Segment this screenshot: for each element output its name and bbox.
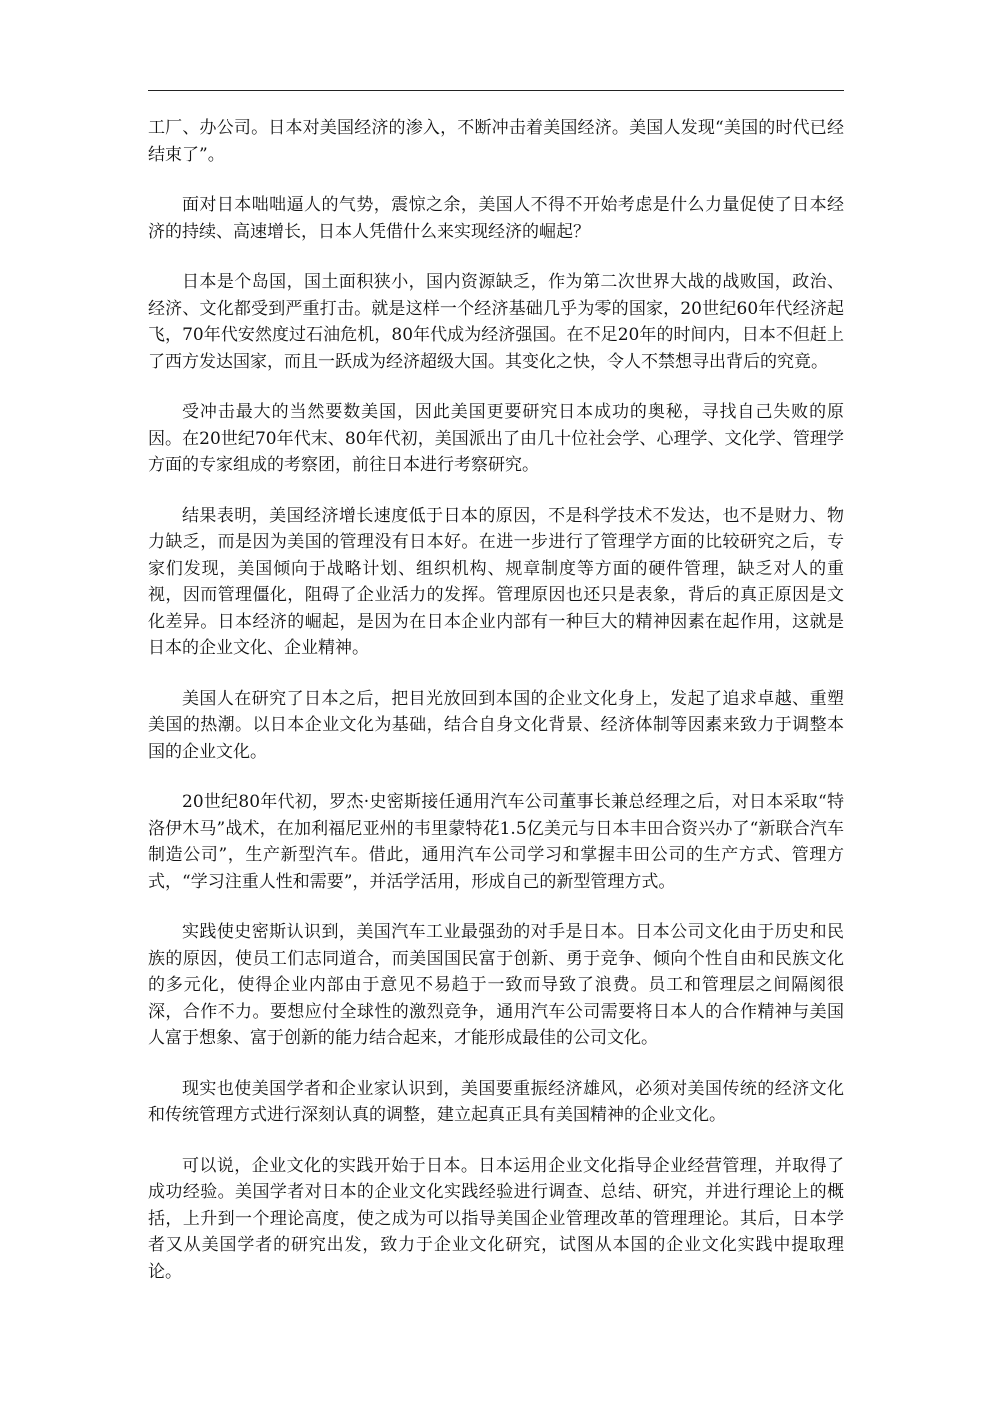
paragraph: 结果表明，美国经济增长速度低于日本的原因，不是科学技术不发达，也不是财力、物力缺乏，而是因为美国的管理没有日本好。在进一步进行了管理学方面的比较研究之后，专家们发现，美国倾向于战略计划、组织机构、规章制度等方面的硬件管理，缺乏对人的重视，因而管理僵化，阻碍了企业活力的发挥。管理原因也还只是表象，背后的真正原因是文化差异。日本经济的崛起，是因为在日本企业内部有一种巨大的精神因素在起作用，这就是日本的企业文化、企业精神。: [148, 505, 844, 658]
document-body: [148, 115, 844, 1309]
paragraph-continuation: 工厂、办公司。日本对美国经济的渗入，不断冲击着美国经济。美国人发现“美国的时代已经结束了”。: [148, 118, 844, 165]
header-rule: [148, 90, 844, 91]
paragraph: 日本是个岛国，国土面积狭小，国内资源缺乏，作为第二次世界大战的战败国，政治、经济、文化都受到严重打击。就是这样一个经济基础几乎为零的国家，20世纪60年代经济起飞，70年代安然度过石油危机，80年代成为经济强国。在不足20年的时间内，日本不但赶上了西方发达国家，而且一跃成为经济超级大国。其变化之快，令人不禁想寻出背后的究竟。: [148, 272, 844, 372]
paragraph: 受冲击最大的当然要数美国，因此美国更要研究日本成功的奥秘，寻找自己失败的原因。在20世纪70年代末、80年代初，美国派出了由几十位社会学、心理学、文化学、管理学方面的专家组成的考察团，前往日本进行考察研究。: [148, 402, 844, 475]
paragraph: 可以说，企业文化的实践开始于日本。日本运用企业文化指导企业经营管理，并取得了成功经验。美国学者对日本的企业文化实践经验进行调查、总结、研究，并进行理论上的概括，上升到一个理论高度，使之成为可以指导美国企业管理改革的管理理论。其后，日本学者又从美国学者的研究出发，致力于企业文化研究，试图从本国的企业文化实践中提取理论。: [148, 1155, 844, 1282]
paragraph: 20世纪80年代初，罗杰·史密斯接任通用汽车公司董事长兼总经理之后，对日本采取“特洛伊木马”战术，在加利福尼亚州的韦里蒙特花1.5亿美元与日本丰田合资兴办了“新联合汽车制造公司”，生产新型汽车。借此，通用汽车公司学习和掌握丰田公司的生产方式、管理方式，“学习注重人性和需要”，并活学活用，形成自己的新型管理方式。: [148, 792, 844, 892]
paragraph: 实践使史密斯认识到，美国汽车工业最强劲的对手是日本。日本公司文化由于历史和民族的原因，使员工们志同道合，而美国国民富于创新、勇于竞争、倾向个性自由和民族文化的多元化，使得企业内部由于意见不易趋于一致而导致了浪费。员工和管理层之间隔阂很深，合作不力。要想应付全球性的激烈竞争，通用汽车公司需要将日本人的合作精神与美国人富于想象、富于创新的能力结合起来，才能形成最佳的公司文化。: [148, 922, 844, 1048]
paragraph: 现实也使美国学者和企业家认识到，美国要重振经济雄风，必须对美国传统的经济文化和传统管理方式进行深刻认真的调整，建立起真正具有美国精神的企业文化。: [148, 1078, 844, 1125]
paragraph: 面对日本咄咄逼人的气势，震惊之余，美国人不得不开始考虑是什么力量促使了日本经济的持续、高速增长，日本人凭借什么来实现经济的崛起？: [148, 195, 844, 242]
paragraph: 美国人在研究了日本之后，把目光放回到本国的企业文化身上，发起了追求卓越、重塑美国的热潮。以日本企业文化为基础，结合自身文化背景、经济体制等因素来致力于调整本国的企业文化。: [148, 688, 844, 762]
